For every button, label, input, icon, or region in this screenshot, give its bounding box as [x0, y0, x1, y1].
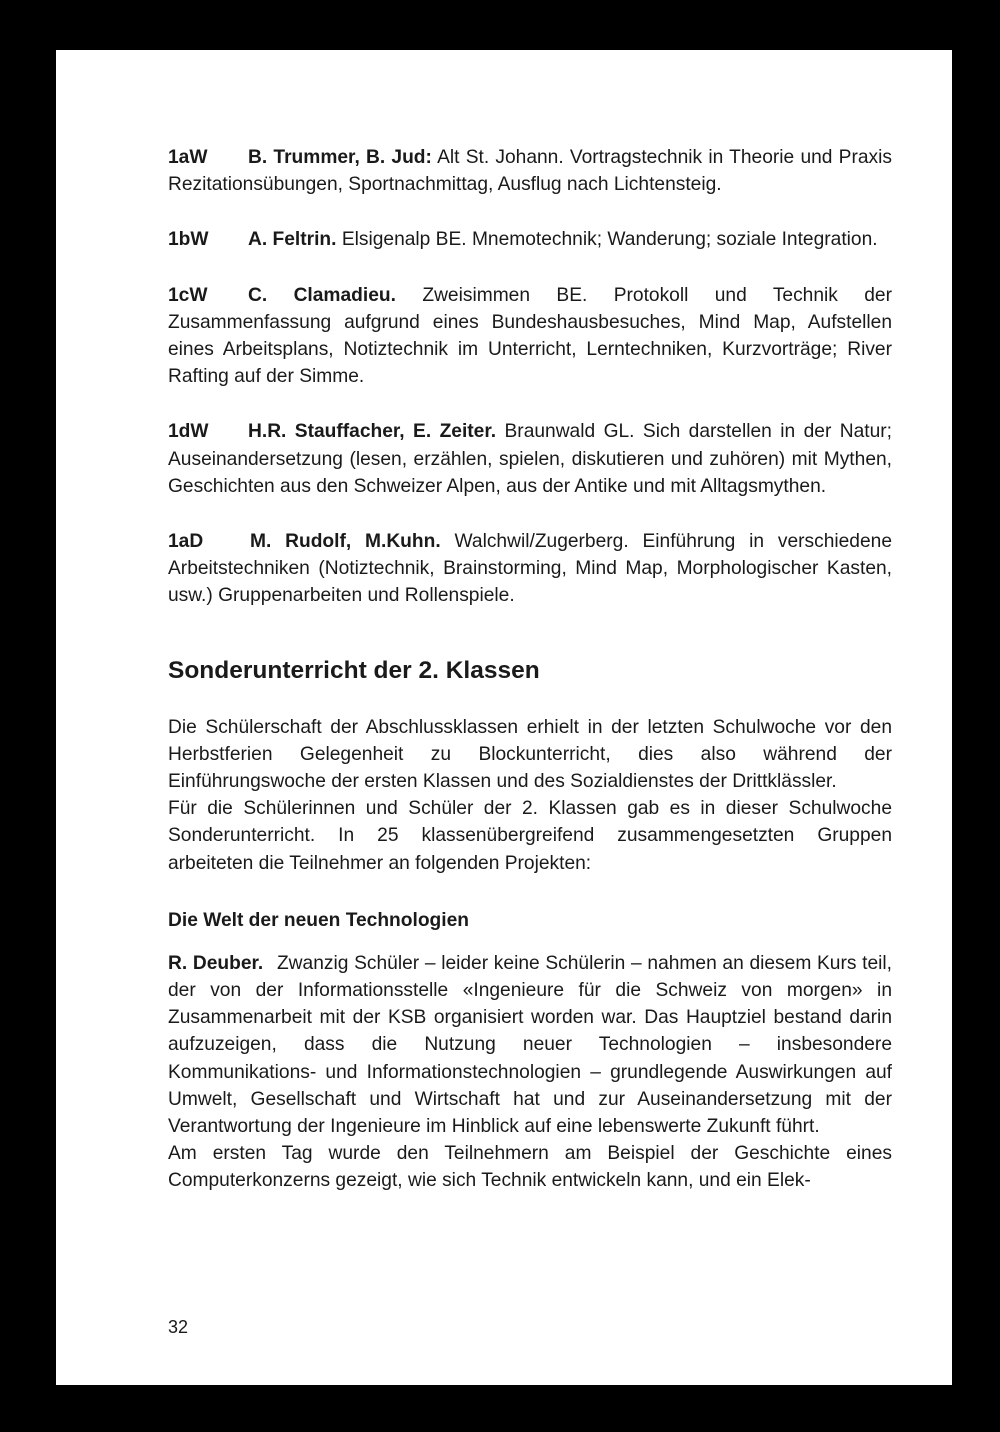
- entry-text: Walchwil/Zugerberg. Einführung in verschiedene Arbeitstechniken (Notiztechnik, Brainstorming, Mind Map, Morphologischer Kasten, usw.) Gruppenarbeiten und Rollenspiele.: [168, 531, 892, 607]
- subsection-paragraph-1: [168, 950, 892, 1140]
- entry-text: Zweisimmen BE. Protokoll und Technik der Zusammenfassung aufgrund eines Bundeshausbesuches, Mind Map, Aufstellen eines Arbeitsplans, Notiztechnik im Unterricht, Lerntechniken, Kurzvorträge; River Rafting auf der Simme.: [168, 284, 892, 388]
- paragraph-text: Zwanzig Schüler – leider keine Schülerin – nahmen an diesem Kurs teil, der von der Informationsstelle «Ingenieure für die Schweiz von morgen» in Zusammenarbeit mit der KSB organisiert worden war. Das Hauptziel bestand darin aufzuzeigen, dass die Nutzung neuer Technologien – insbesondere Kommunikations- und Informationstechnologien – grundlegende Auswirkungen auf Umwelt, Gesellschaft und Wirtschaft hat und zur Auseinandersetzung mit der Verantwortung der Ingenieure im Hinblick auf eine lebenswerte Zukunft führt.: [168, 952, 892, 1138]
- page-number: 32: [168, 1317, 189, 1337]
- teacher-names: B. Trummer, B. Jud:: [248, 147, 432, 168]
- subsection-heading: Die Welt der neuen Technologien: [168, 909, 469, 931]
- entry-text: Braunwald GL. Sich darstellen in der Natur; Auseinandersetzung (lesen, erzählen, spielen, diskutieren und zuhören) mit Mythen, Geschichten aus den Schweizer Alpen, aus der Antike und mit Alltagsmythen.: [168, 421, 892, 497]
- page-content: [168, 144, 892, 1195]
- teacher-names: C. Clamadieu.: [248, 284, 396, 306]
- teacher-names: A. Feltrin.: [248, 229, 337, 251]
- teacher-names: M. Rudolf, M.Kuhn.: [250, 531, 441, 553]
- section-paragraph-2: Für die Schülerinnen und Schüler der 2. Klassen gab es in dieser Schulwoche Sonderunterricht. In 25 klassenübergreifend zusammengesetzten Gruppen arbeiteten die Teilnehmer an folgenden Projekten:: [168, 798, 892, 874]
- class-entry-1aw: [168, 144, 892, 198]
- lead-name: R. Deuber.: [168, 952, 264, 974]
- class-entry-1cw: [168, 282, 892, 391]
- section-heading: Sonderunterricht der 2. Klassen: [168, 656, 540, 684]
- teacher-names: H.R. Stauffacher, E. Zeiter.: [248, 421, 497, 443]
- entry-text: Alt St. Johann. Vortragstechnik in Theorie und Praxis Rezitationsübungen, Sportnachmittag, Ausflug nach Lichtensteig.: [168, 147, 892, 196]
- entry-text: Elsigenalp BE. Mnemotechnik; Wanderung; soziale Integration.: [336, 229, 878, 251]
- section-paragraph-1: Die Schülerschaft der Abschlussklassen erhielt in der letzten Schulwoche vor den Herbstferien Gelegenheit zu Blockunterricht, dies also während der Einführungswoche der ersten Klassen und des Sozialdienstes der Drittklässler.: [168, 716, 892, 793]
- subsection-paragraph-2: Am ersten Tag wurde den Teilnehmern am Beispiel der Geschichte eines Computerkonzerns gezeigt, wie sich Technik entwickeln kann, und ein Elek-: [168, 1143, 892, 1192]
- class-code: 1aW: [168, 147, 208, 168]
- document-page: [56, 50, 952, 1385]
- class-code: 1bW: [168, 229, 209, 251]
- class-entry-1dw: [168, 418, 892, 500]
- class-code: 1aD: [168, 531, 204, 553]
- class-entry-1ad: [168, 528, 892, 610]
- class-code: 1dW: [168, 421, 209, 443]
- class-code: 1cW: [168, 284, 208, 306]
- class-entry-1bw: [168, 226, 892, 253]
